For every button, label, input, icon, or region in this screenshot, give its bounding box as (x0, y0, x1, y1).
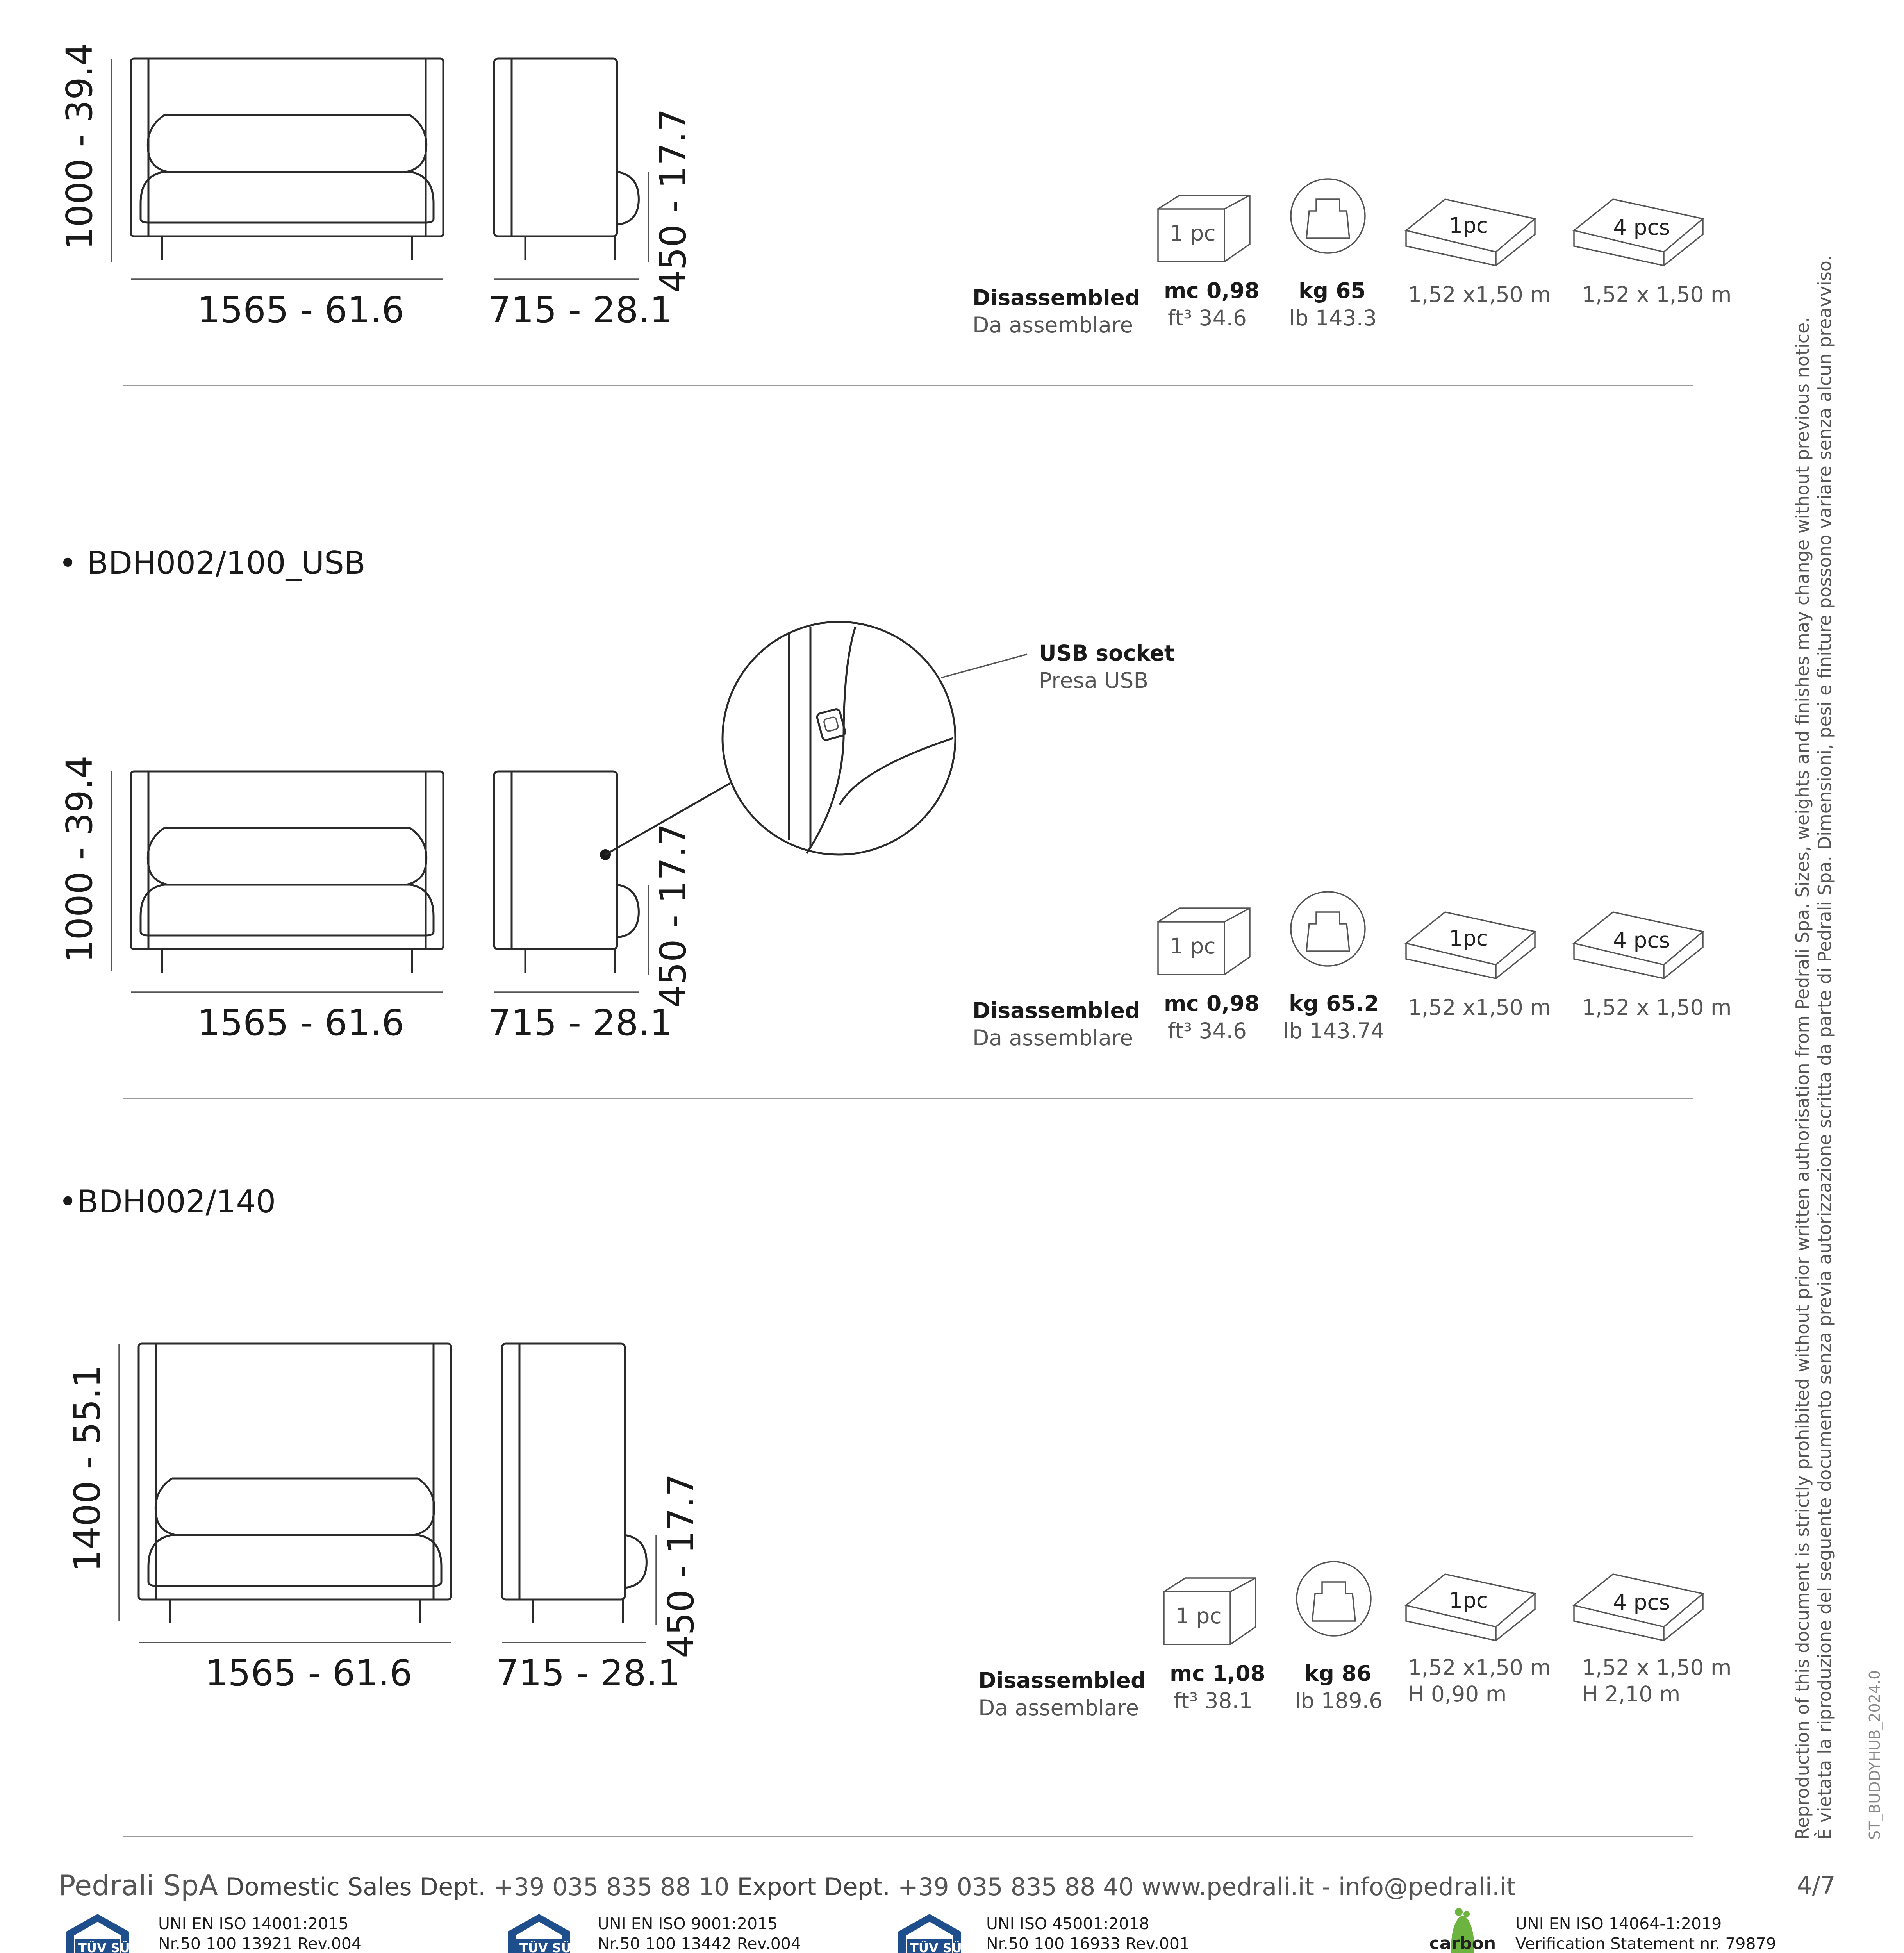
pallet1-qty: 1pc (1449, 213, 1488, 238)
pallet2-height: H 2,10 m (1582, 1682, 1681, 1707)
weight-kg: kg 65 (1299, 278, 1366, 303)
cert-iso14064: UNI EN ISO 14064-1:2019 Verification Statement nr. 79879 (1515, 1914, 1776, 1953)
company-name: Pedrali SpA (59, 1869, 218, 1902)
packing-label-it: Da assemblare (973, 1025, 1133, 1050)
carbon-footprint-logo: carbon (1429, 1933, 1496, 1953)
pallet2-size: 1,52 x 1,50 m (1582, 1655, 1732, 1680)
volume-ft3: ft³ 34.6 (1168, 305, 1247, 330)
side-seat-dim: 450 - 17.7 (652, 823, 694, 1008)
front-width-dim: 1565 - 61.6 (197, 289, 405, 331)
pallet1-qty: 1pc (1449, 1588, 1488, 1613)
tuv-badge-label: TÜV SÜD (910, 1941, 973, 1953)
usb-callout-label-it: Presa USB (1039, 668, 1149, 693)
document-code: ST_BUDDYHUB_2024.0 (1866, 1670, 1883, 1840)
page-number: 4/7 (1797, 1871, 1836, 1899)
usb-callout-label: USB socket (1039, 641, 1175, 666)
pallet2-qty: 4 pcs (1613, 928, 1670, 953)
packing-label-it: Da assemblare (973, 312, 1133, 337)
pallet1-size: 1,52 x1,50 m (1408, 995, 1551, 1020)
cert-iso9001: UNI EN ISO 9001:2015 Nr.50 100 13442 Rev.004 (598, 1914, 801, 1953)
weight-lb: lb 143.3 (1289, 305, 1377, 330)
packing-label: Disassembled (978, 1668, 1146, 1693)
website-email[interactable]: www.pedrali.it - info@pedrali.it (1141, 1873, 1516, 1901)
side-seat-dim: 450 - 17.7 (652, 108, 694, 293)
volume-m3: mc 0,98 (1164, 991, 1260, 1016)
weight-lb: lb 189.6 (1295, 1688, 1383, 1713)
side-depth-dim: 715 - 28.1 (496, 1652, 681, 1694)
side-depth-dim: 715 - 28.1 (488, 1002, 673, 1044)
export-label: Export Dept. (737, 1873, 890, 1901)
side-seat-dim: 450 - 17.7 (660, 1473, 702, 1658)
front-width-dim: 1565 - 61.6 (205, 1652, 412, 1694)
pallet1-size: 1,52 x1,50 m (1408, 1655, 1551, 1680)
export-phone: +39 035 835 88 40 (898, 1873, 1134, 1901)
side-depth-dim: 715 - 28.1 (488, 289, 673, 331)
pallet1-height: H 0,90 m (1408, 1682, 1507, 1707)
volume-m3: mc 0,98 (1164, 278, 1260, 303)
volume-ft3: ft³ 34.6 (1168, 1018, 1247, 1043)
pallet1-qty: 1pc (1449, 926, 1488, 951)
pallet2-qty: 4 pcs (1613, 215, 1670, 240)
weight-kg: kg 86 (1304, 1661, 1372, 1686)
front-width-dim: 1565 - 61.6 (197, 1002, 405, 1044)
packing-label-it: Da assemblare (978, 1695, 1139, 1720)
weight-kg: kg 65.2 (1289, 991, 1379, 1016)
legal-note-en: Reproduction of this document is strictly prohibited without prior written authorisation from Pedrali Spa. Sizes, weights and finishes may change without previous notice. (1792, 317, 1813, 1840)
variant-title: •BDH002/140 (59, 1184, 276, 1220)
front-height-dim: 1000 - 39.4 (59, 43, 100, 250)
volume-m3: mc 1,08 (1170, 1661, 1265, 1686)
weight-lb: lb 143.74 (1283, 1018, 1385, 1043)
cert-iso14001: UNI EN ISO 14001:2015 Nr.50 100 13921 Rev.004 (158, 1914, 362, 1953)
pallet2-size: 1,52 x 1,50 m (1582, 282, 1732, 307)
pallet2-qty: 4 pcs (1613, 1590, 1670, 1615)
tuv-badge-label: TÜV SÜD (78, 1941, 141, 1953)
volume-ft3: ft³ 38.1 (1174, 1688, 1253, 1713)
tuv-badge-label: TÜV SÜD (519, 1941, 582, 1953)
cert-iso45001: UNI ISO 45001:2018 Nr.50 100 16933 Rev.001 (986, 1914, 1190, 1953)
pallet2-size: 1,52 x 1,50 m (1582, 995, 1732, 1020)
domestic-label: Domestic Sales Dept. (225, 1873, 486, 1901)
box-qty: 1 pc (1170, 934, 1216, 959)
variant-title: • BDH002/100_USB (59, 545, 366, 581)
box-qty: 1 pc (1176, 1603, 1222, 1628)
packing-label: Disassembled (973, 285, 1140, 310)
box-qty: 1 pc (1170, 221, 1216, 246)
front-height-dim: 1000 - 39.4 (59, 755, 100, 963)
front-height-dim: 1400 - 55.1 (66, 1365, 108, 1572)
legal-note-it: È vietata la riproduzione del seguente documento senza previa autorizzazione scritta da parte di Pedrali Spa. Dimensioni, pesi e finiture possono variare senza alcun preavviso. (1814, 255, 1835, 1840)
packing-label: Disassembled (973, 998, 1140, 1023)
pallet1-size: 1,52 x1,50 m (1408, 282, 1551, 307)
domestic-phone: +39 035 835 88 10 (493, 1873, 730, 1901)
